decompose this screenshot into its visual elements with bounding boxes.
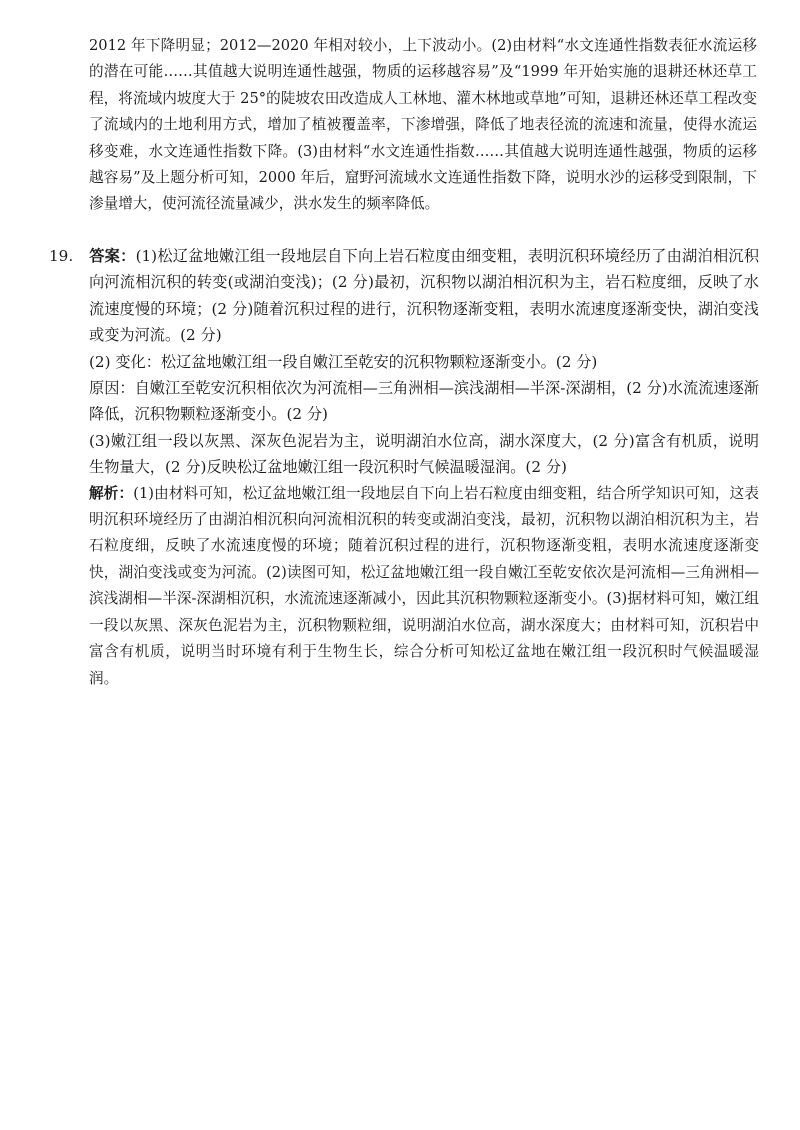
answer-part-1-text: (1)松辽盆地嫩江组一段地层自下向上岩石粒度由细变粗，表明沉积环境经历了由湖泊相沉积向河流相沉积的转变(或湖泊变浅)；(2 分)最初，沉积物以湖泊相沉积为主，岩石粒度细，反映了水流速度慢的环境；(2 分)随着沉积过程的进行，沉积物逐渐变粗，表明水流速度逐渐变快，湖泊变浅或变为河流。(2 分) [89,247,760,345]
previous-answer-continuation [89,33,757,218]
answer-part-2-reason: 原因：自嫩江至乾安沉积相依次为河流相—三角洲相—滨浅湖相—半深-深湖相，(2 分)水流流速逐渐降低，沉积物颗粒逐渐变小。(2 分) [89,379,759,424]
question-19-answer [49,243,760,692]
answer-part-1 [49,243,760,349]
explanation-paragraph [69,481,759,692]
answer-part-2-change: (2) 变化：松辽盆地嫩江组一段自嫩江至乾安的沉积物颗粒逐渐变小。(2 分) [89,352,598,371]
question-number: 19. [49,247,74,265]
explanation-text: (1)由材料可知，松辽盆地嫩江组一段地层自下向上岩石粒度由细变粗，结合所学知识可知，这表明沉积环境经历了由湖泊相沉积向河流相沉积的转变或湖泊变浅，最初，沉积物以湖泊相沉积为主，岩石粒度细，反映了水流速度慢的环境；随着沉积过程的进行，沉积物逐渐变粗，表明水流速度逐渐变快，湖泊变浅或变为河流。(2)读图可知，松辽盆地嫩江组一段自嫩江至乾安依次是河流相—三角洲相—滨浅湖相—半深-深湖相沉积，水流流速逐渐减小，因此其沉积物颗粒逐渐变小。(3)据材料可知，嫩江组一段以灰黑、深灰色泥岩为主，沉积物颗粒细，说明湖泊水位高，湖水深度大；由材料可知，沉积岩中富含有机质，说明当时环境有利于生物生长，综合分析可知松辽盆地在嫩江组一段沉积时气候温暖湿润。 [89,484,759,687]
continuation-paragraph: 2012 年下降明显；2012—2020 年相对较小，上下波动小。(2)由材料“水文连通性指数表征水流运移的潜在可能……其值越大说明连通性越强，物质的运移越容易”及“1999 年开始实施的退耕还林还草工程，将流域内坡度大于 25°的陡坡农田改造成人工林地、灌木林地或草地”可知，退耕还林还草工程改变了流域内的土地利用方式，增加了植被覆盖率，下渗增强，降低了地表径流的流速和流量，使得水流运移变难，水文连通性指数下降。(3)由材料“水文连通性指数……其值越大说明连通性越强，物质的运移越容易”及上题分析可知，2000 年后，窟野河流域水文连通性指数下降，说明水沙的运移受到限制，下渗量增大，使河流径流量减少，洪水发生的频率降低。 [89,37,757,213]
answer-part-3: (3)嫩江组一段以灰黑、深灰色泥岩为主，说明湖泊水位高，湖水深度大，(2 分)富含有机质，说明生物量大，(2 分)反映松辽盆地嫩江组一段沉积时气候温暖湿润。(2 分) [89,431,759,477]
answer-label: 答案： [89,247,136,265]
explanation-label: 解析： [89,484,134,502]
